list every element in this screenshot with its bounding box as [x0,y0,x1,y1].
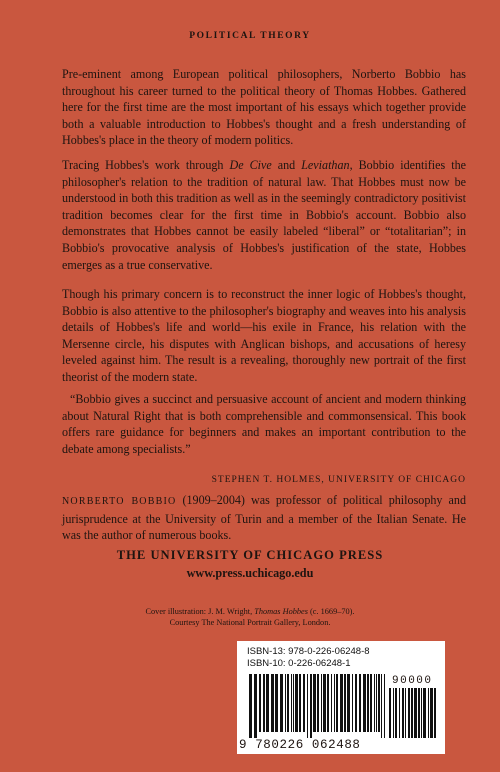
barcode-bar [285,674,286,732]
barcode-bar [321,674,322,732]
barcode-bar [293,674,294,732]
barcode-bar [378,674,380,732]
barcode-bar [395,688,397,738]
barcode-box [237,641,445,754]
barcode-bar [340,674,343,732]
p2-text-3: , Bobbio identifies the philosopher's relation to the tradition of natural law. That Hobbes must now be understood in both this tradition as well as in the seemingly contradictory positivist tradition becomes clear for the first time in Bobbio's account. Bobbio also demonstrates that Hobbes cannot be easily labeled “liberal” or “totalitarian”; in Bobbio's provocative analysis of Hobbes's justification of the state, Hobbes emerges as a true conservative. [62,158,466,272]
barcode-bar [344,674,346,732]
p2-title-leviathan: Leviathan [301,158,350,172]
barcode-bar [347,674,350,732]
author-bio-text: (1909–2004) was professor of political philosophy and jurisprudence at the University of Turin and a member of the Italian Senate. He was the author of numerous books. [62,493,466,543]
barcode-bar [317,674,319,732]
barcode-bar [399,688,400,738]
barcode-bar [414,688,417,738]
credit-text-1: Cover illustration: J. M. Wright, [145,607,255,616]
barcode-bar [355,674,357,732]
p2-text-1: Tracing Hobbes's work through [62,158,230,172]
barcode-bar [393,688,394,738]
barcode-bar [323,674,326,732]
barcode-bar [384,674,385,738]
publisher-name: THE UNIVERSITY OF CHICAGO PRESS [116,548,384,562]
barcode-bar [376,674,377,732]
description-paragraph-3: Though his primary concern is to reconstruct the inner logic of Hobbes's thought, Bobbio is also attentive to the philosopher's biography and weaves into his analysis details of Hobbes's life and world—his exile in France, his relation with the Mersenne circle, his disputes with Anglican bishops, and accusations of heresy leveled against him. The result is a revealing, thoroughly new portrait of the first theorist of the modern state. [62,287,466,384]
barcode-bar [381,674,382,738]
barcode-bar [266,674,269,732]
ean-barcode [249,674,385,738]
barcode-bar [259,674,261,732]
credit-portrait-title: Thomas Hobbes [254,607,308,616]
barcode-bar [423,688,426,738]
barcode-bar [295,674,298,732]
description-paragraph-2 [62,157,466,273]
barcode-bar [359,674,361,732]
barcode-bar [307,674,308,738]
barcode-bar [310,674,312,738]
review-quote: “Bobbio gives a succinct and persuasive account of ancient and modern thinking about Natural Right that is both comprehensible and commonsensical. This book offers rare guidance for beginners and makes an important contribution to the debate among specialists.” [62,392,466,456]
p2-title-de-cive: De Cive [229,158,272,172]
barcode-bar [280,674,283,732]
barcode-bar [352,674,353,732]
barcode-bar [336,674,338,732]
quote-attribution: STEPHEN T. HOLMES, UNIVERSITY OF CHICAGO [211,475,466,485]
price-addon-barcode [389,688,439,738]
barcode-bar [411,688,413,738]
barcode-bar [374,674,375,732]
credit-text-2: (c. 1669–70). [307,607,355,616]
cover-credit-line-2: Courtesy The National Portrait Gallery, London. [169,618,331,627]
author-bio [62,492,466,544]
barcode-bar [331,674,332,732]
cover-credit-line-1 [0,606,500,617]
barcode-bar [275,674,278,732]
barcode-bar [263,674,265,732]
isbn-10: ISBN-10: 0-226-06248-1 [247,658,351,669]
cover-credit [0,606,500,628]
barcode-bar [287,674,289,732]
barcode-bar [303,674,305,732]
barcode-bar [367,674,369,732]
barcode-bar [370,674,372,732]
barcode-bar [402,688,404,738]
barcode-bar [421,688,422,738]
barcode-bar [389,688,391,738]
publisher-url: www.press.uchicago.edu [186,566,314,580]
description-paragraph-1: Pre-eminent among European political philosophers, Norberto Bobbio has throughout his career turned to the political theory of Thomas Hobbes. Gathered here for the first time are the most important of his essays which together provide both a valuable introduction to Hobbes's thought and a fresh understanding of Hobbes's place in the theory of modern politics. [62,67,466,148]
barcode-bar [271,674,274,732]
barcode-bar [405,688,406,738]
barcode-bar [408,688,410,738]
barcode-bar [299,674,301,732]
barcode-bar [254,674,257,738]
category-label: POLITICAL THEORY [189,31,311,41]
author-name: NORBERTO BOBBIO [62,496,177,507]
barcode-bar [327,674,329,732]
barcode-bar [418,688,420,738]
isbn-13: ISBN-13: 978-0-226-06248-8 [247,646,370,657]
barcode-bar [434,688,436,738]
barcode-bar [363,674,366,732]
barcode-bar [430,688,433,738]
barcode-bar [334,674,335,732]
barcode-bar [428,688,429,738]
addon-digits: 90000 [392,675,433,687]
p2-text-2: and [271,158,302,172]
barcode-bar [291,674,292,732]
barcode-digits: 9 780226 062488 [239,738,361,752]
barcode-bar [313,674,316,732]
barcode-bar [249,674,252,738]
